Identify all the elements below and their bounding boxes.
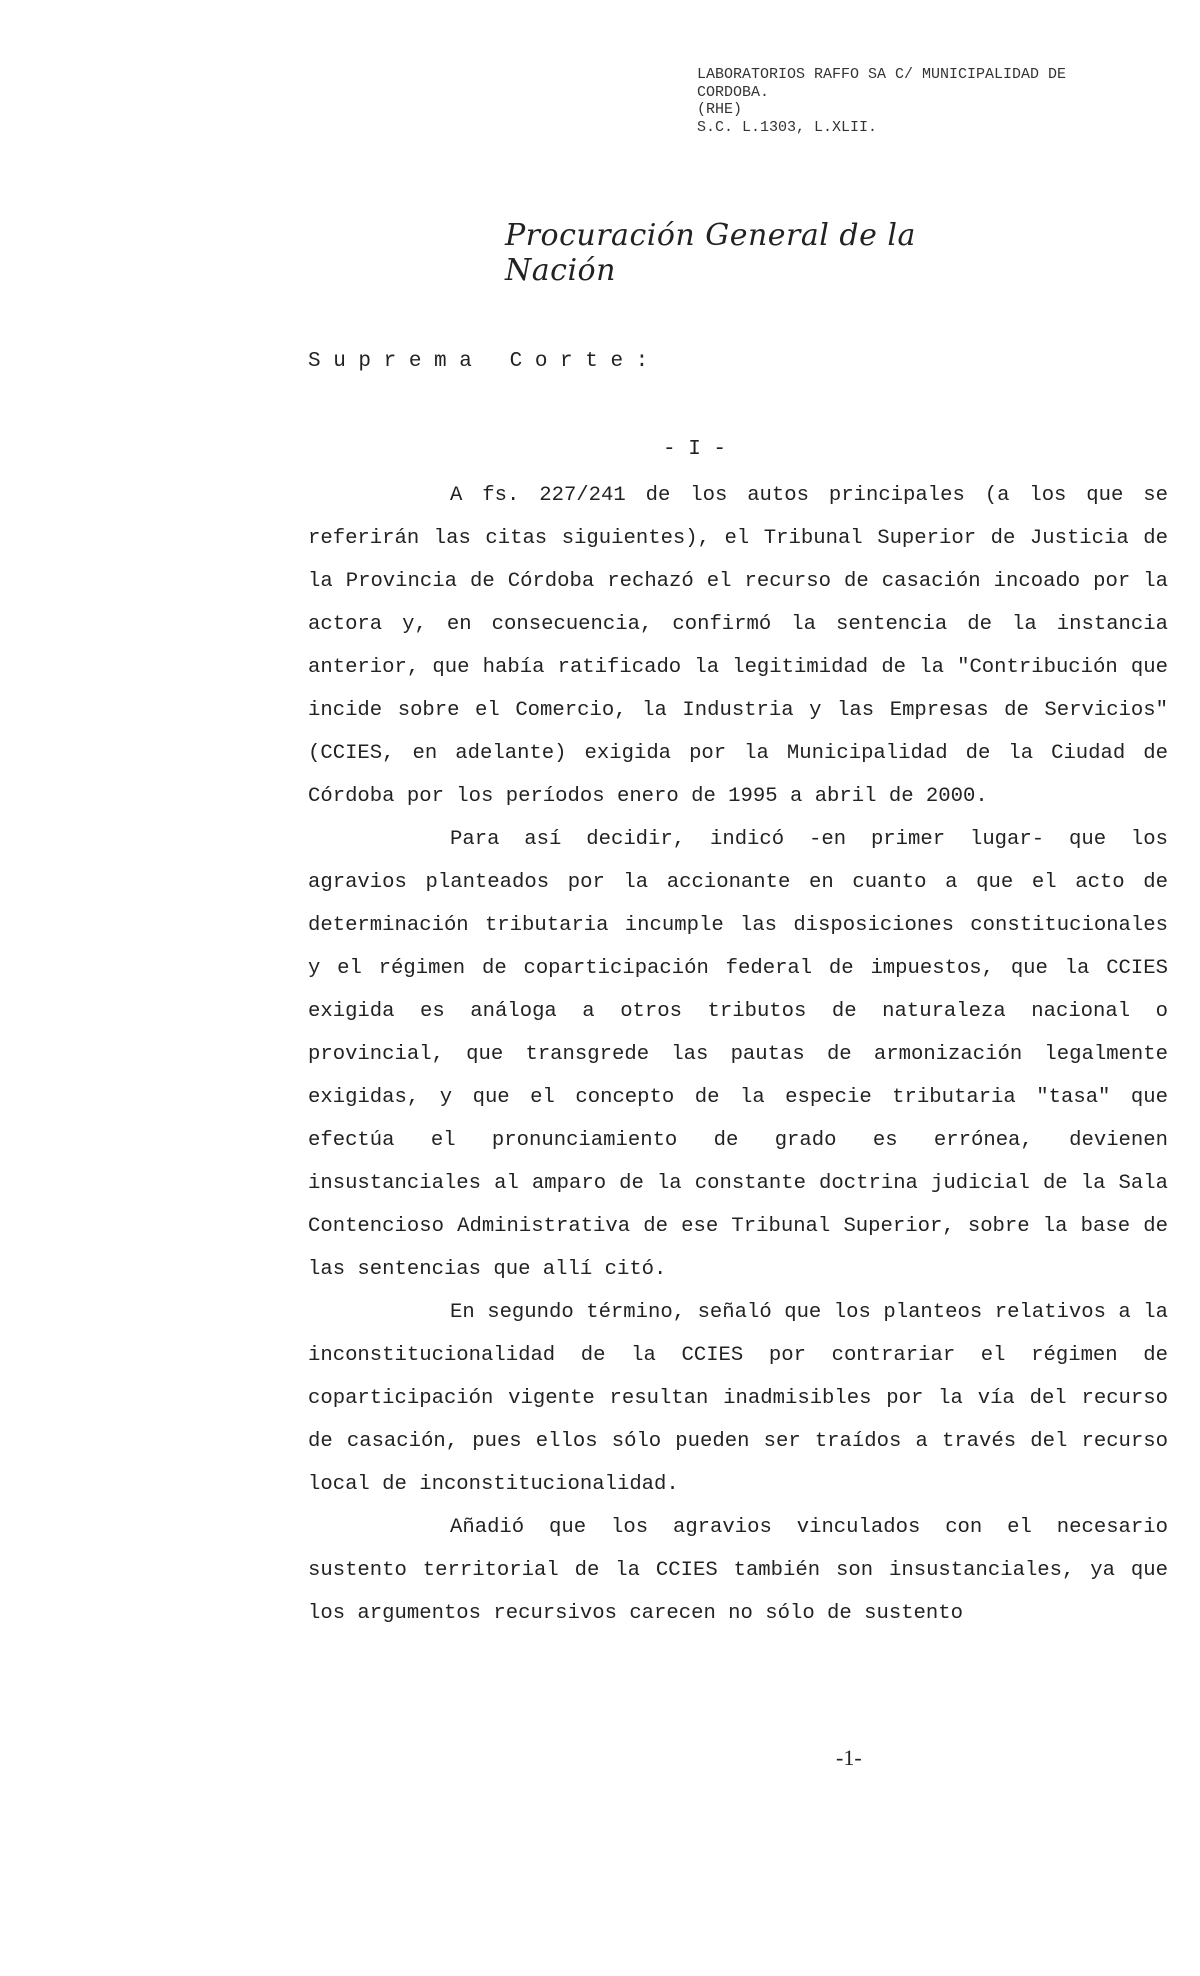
paragraph: Añadió que los agravios vinculados con el necesario sustento territorial de la CCIES también son insustanciales, ya que los argumentos recursivos carecen no sólo de sustento (308, 1516, 1168, 1625)
document-body (308, 474, 1168, 1635)
section-number: - I - (663, 438, 727, 461)
case-caption-line: CORDOBA. (697, 83, 770, 101)
letterhead-title: Procuración General de la Nación (505, 218, 916, 288)
paragraph: En segundo término, señaló que los planteos relativos a la inconstitucionalidad de la CCIES por contrariar el régimen de coparticipación vigente resultan inadmisibles por la vía del recurso de casación, pues ellos sólo pueden ser traídos a través del recurso local de inconstitucionalidad. (308, 1301, 1168, 1496)
salutation: S u p r e m a C o r t e : (308, 350, 649, 373)
paragraph: A fs. 227/241 de los autos principales (a los que se referirán las citas siguientes), el Tribunal Superior de Justicia de la Provincia de Córdoba rechazó el recurso de casación incoado por la actora y, en consecuencia, confirmó la sentencia de la instancia anterior, que había ratificado la legitimidad de la "Contribución que incide sobre el Comercio, la Industria y las Empresas de Servicios" (CCIES, en adelante) exigida por la Municipalidad de la Ciudad de Córdoba por los períodos enero de 1995 a abril de 2000. (308, 484, 1168, 808)
case-caption (697, 66, 1177, 136)
case-caption-line: LABORATORIOS RAFFO SA C/ MUNICIPALIDAD DE (697, 66, 1067, 83)
case-caption-line: S.C. L.1303, L.XLII. (697, 118, 878, 136)
page-number: -1- (836, 1745, 862, 1770)
paragraph: Para así decidir, indicó -en primer lugar- que los agravios planteados por la accionante en cuanto a que el acto de determinación tributaria incumple las disposiciones constitucionales y el régimen de coparticipación federal de impuestos, que la CCIES exigida es análoga a otros tributos de naturaleza nacional o provincial, que transgrede las pautas de armonización legalmente exigidas, y que el concepto de la especie tributaria "tasa" que efectúa el pronunciamiento de grado es errónea, devienen insustanciales al amparo de la constante doctrina judicial de la Sala Contencioso Administrativa de ese Tribunal Superior, sobre la base de las sentencias que allí citó. (308, 828, 1168, 1281)
case-caption-line: (RHE) (697, 101, 743, 118)
